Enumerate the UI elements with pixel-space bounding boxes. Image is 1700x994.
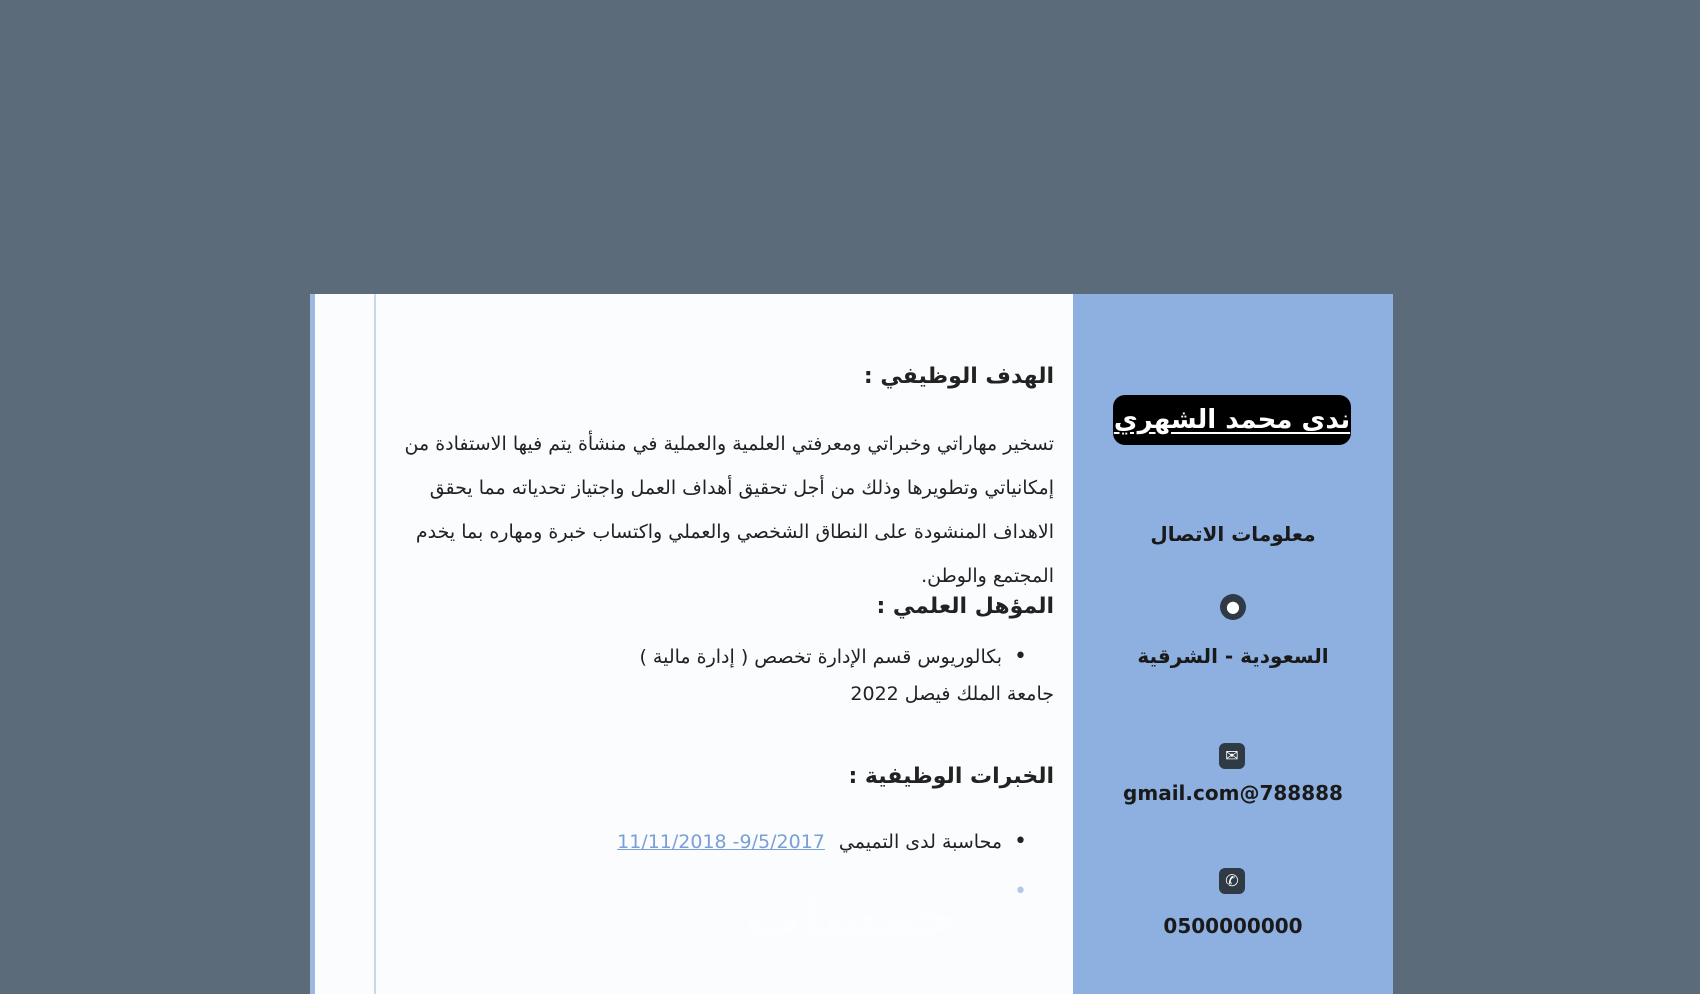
objective-title: الهدف الوظيفي : <box>863 364 1054 389</box>
objective-text: تسخير مهاراتي وخبراتي ومعرفتي العلمية والعملية في منشأة يتم فيها الاستفادة من إمكانياتي وتطويرها وذلك من أجل تحقيق أهداف العمل واجتياز تحدياته مما يحقق الاهداف المنشودة على النطاق الشخصي والعملي واكتساب خبرة ومهاره بما يخدم المجتمع والوطن. <box>404 433 1054 587</box>
contact-title: معلومات الاتصال <box>1150 522 1316 546</box>
experience-role: محاسبة لدى التميمي <box>838 831 1003 853</box>
experience-item-cropped <box>1002 879 1027 904</box>
experience-dates[interactable]: 9/5/2017- 11/11/2018 <box>617 831 825 853</box>
resume-main-column <box>390 294 1060 994</box>
education-university: جامعة الملك فيصل 2022 <box>850 683 1054 705</box>
location-pin-icon: ● <box>1220 594 1246 620</box>
name-badge: ندى محمد الشهري <box>1113 395 1351 445</box>
watermark-logo: خمسات <box>745 885 958 950</box>
contact-location: السعودية - الشرقية <box>1137 644 1329 668</box>
page-left-edge <box>310 294 315 994</box>
contact-email[interactable]: 788888@gmail.com <box>1123 781 1343 805</box>
phone-icon: ✆ <box>1219 868 1245 894</box>
resume-sidebar <box>1073 294 1393 994</box>
bullet-dot: • <box>1014 829 1027 854</box>
bullet-dot: • <box>1014 644 1027 669</box>
education-degree-item <box>639 644 1027 669</box>
education-degree: بكالوريوس قسم الإدارة تخصص ( إدارة مالية ) <box>639 646 1003 668</box>
experience-item <box>617 829 1027 854</box>
bullet-dot: • <box>1014 879 1027 904</box>
envelope-icon: ✉ <box>1219 743 1245 769</box>
experience-title: الخبرات الوظيفية : <box>848 764 1054 789</box>
education-title: المؤهل العلمي : <box>876 594 1054 619</box>
contact-phone[interactable]: 0500000000 <box>1163 914 1303 938</box>
vertical-rule <box>374 294 376 994</box>
